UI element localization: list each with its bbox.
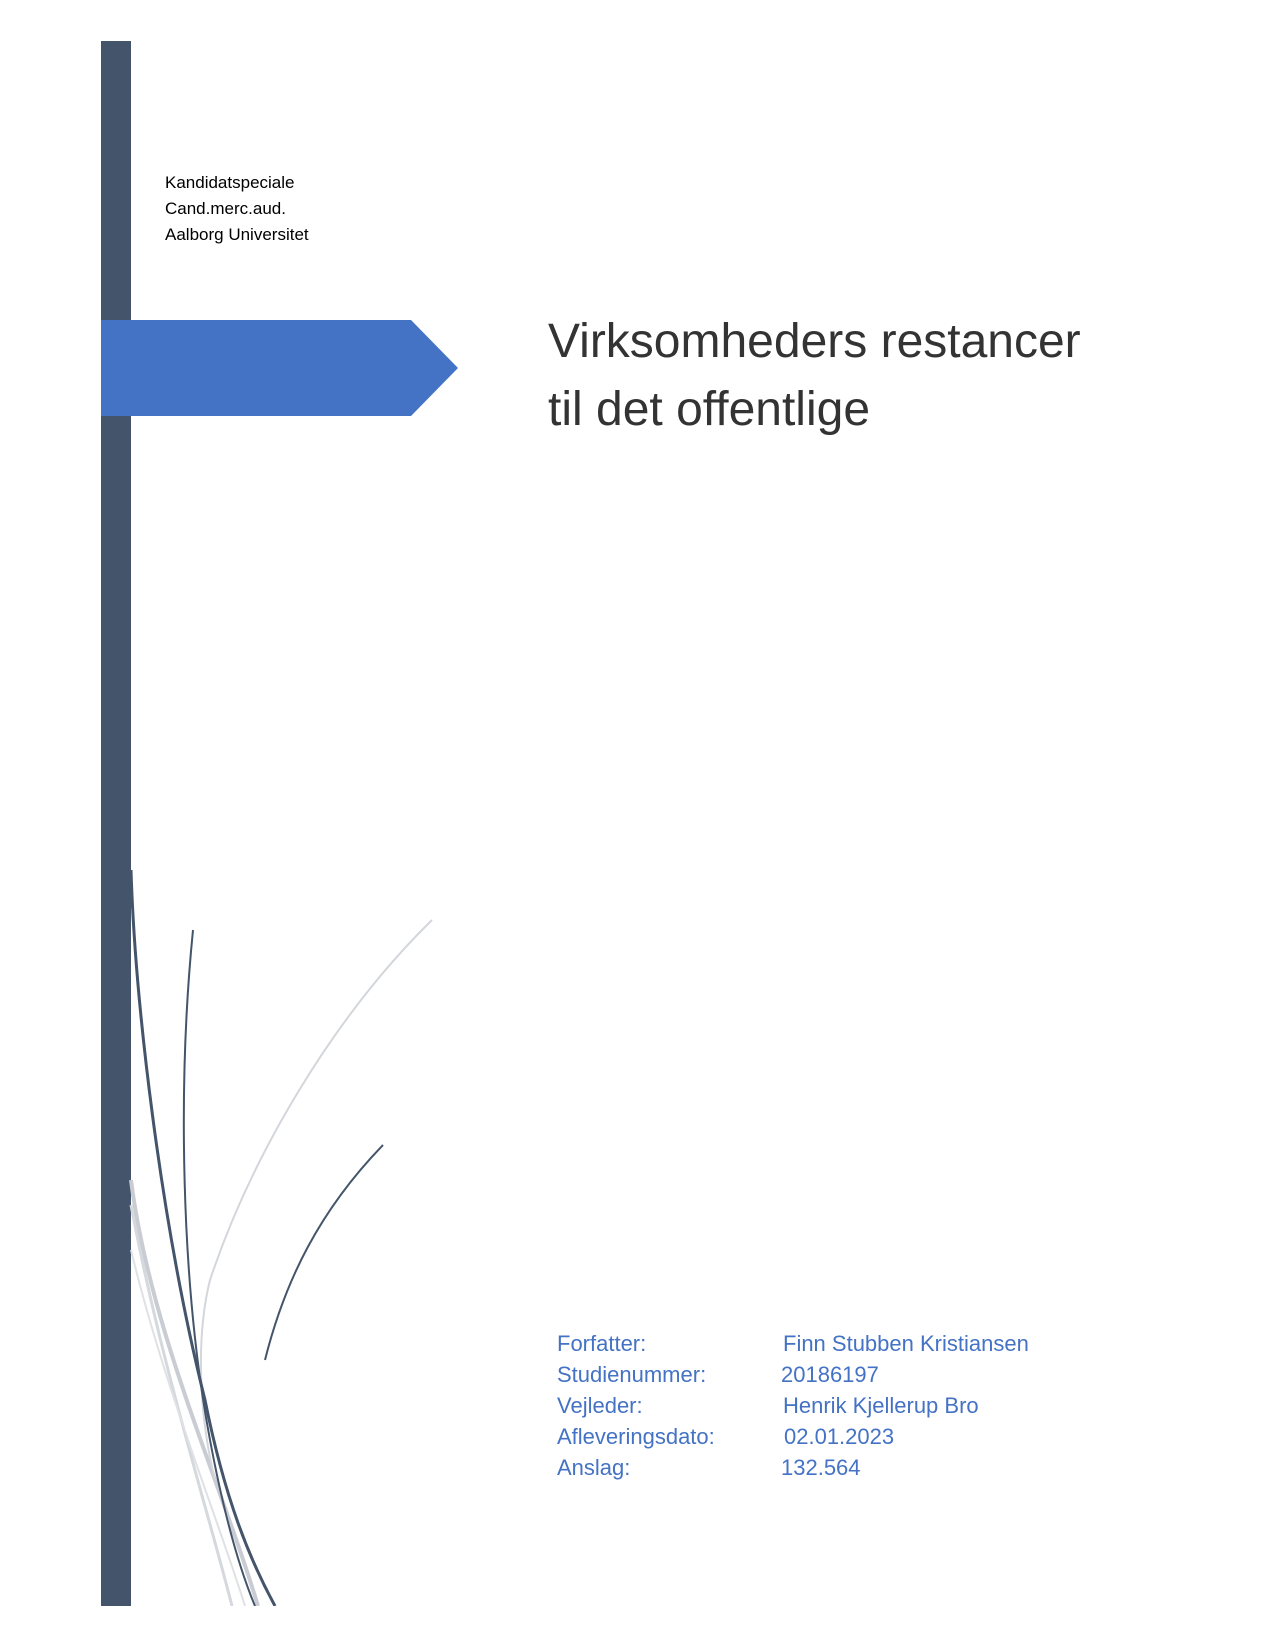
submission-date-value: 02.01.2023 [784, 1424, 895, 1449]
arrow-banner [101, 320, 458, 416]
student-number-label: Studienummer: [557, 1362, 707, 1387]
author-label: Forfatter: [557, 1331, 647, 1356]
submission-date-label: Afleveringsdato: [557, 1424, 715, 1449]
supervisor-label: Vejleder: [557, 1393, 643, 1418]
programme: Cand.merc.aud. [165, 199, 286, 218]
document-title [548, 308, 1081, 444]
title-line-1: Virksomheders restancer [548, 315, 1081, 368]
student-number-value: 20186197 [781, 1362, 879, 1387]
decorative-curves [0, 860, 460, 1606]
institution-block [165, 170, 309, 248]
thesis-type: Kandidatspeciale [165, 173, 295, 192]
character-count-value: 132.564 [781, 1455, 861, 1480]
title-line-2: til det offentlige [548, 383, 871, 436]
character-count-label: Anslag: [557, 1455, 631, 1480]
university: Aalborg Universitet [165, 225, 309, 244]
supervisor-value: Henrik Kjellerup Bro [783, 1393, 979, 1418]
author-value: Finn Stubben Kristiansen [783, 1331, 1029, 1356]
